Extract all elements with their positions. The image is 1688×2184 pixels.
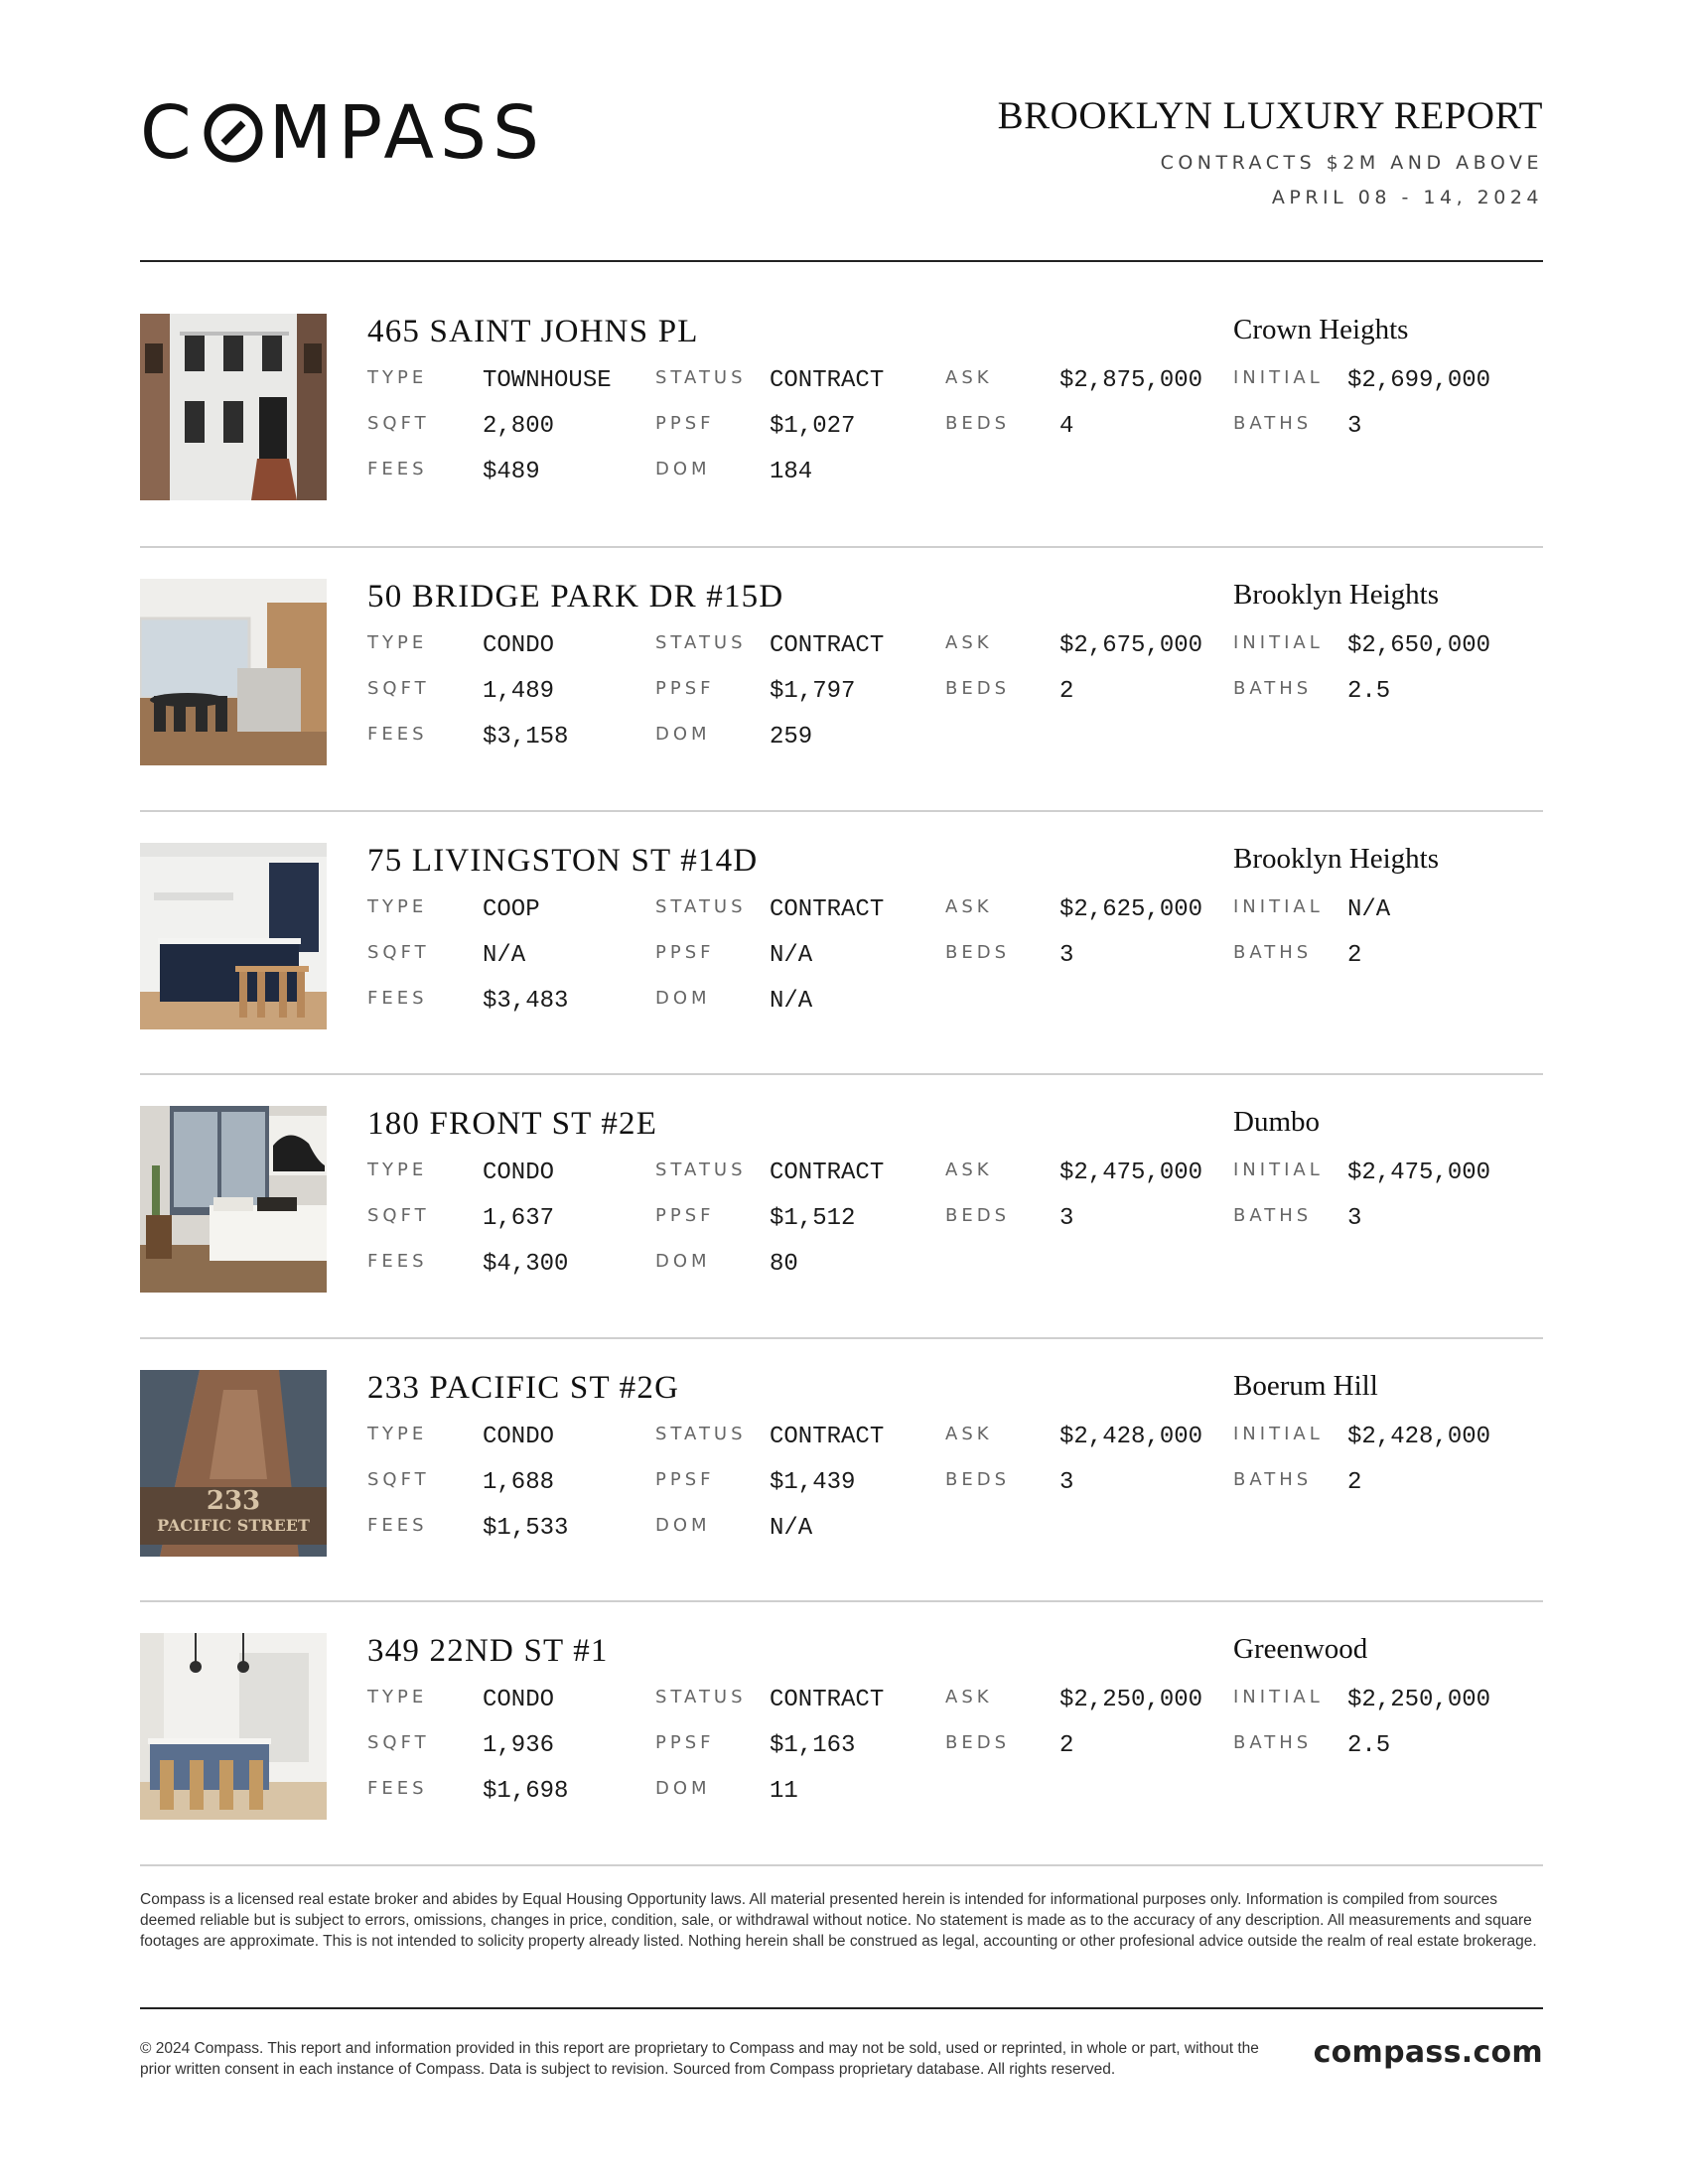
initial-label: INITIAL	[1233, 632, 1324, 653]
sqft-value: 1,936	[483, 1732, 555, 1759]
baths-value: 2.5	[1347, 1732, 1391, 1759]
baths-value: 2.5	[1347, 678, 1391, 705]
beds-value: 3	[1059, 1205, 1074, 1232]
status-label: STATUS	[655, 1424, 747, 1444]
status-label: STATUS	[655, 1160, 747, 1180]
listing-photo-dining-room	[140, 579, 327, 765]
beds-label: BEDS	[945, 1732, 1011, 1753]
initial-value: $2,475,000	[1347, 1160, 1491, 1186]
listing-address[interactable]: 349 22ND ST #1	[367, 1633, 609, 1669]
baths-label: BATHS	[1233, 1732, 1313, 1753]
initial-label: INITIAL	[1233, 1424, 1324, 1444]
ppsf-label: PPSF	[655, 1205, 715, 1226]
ask-label: ASK	[945, 1424, 993, 1444]
listing-card[interactable]	[140, 843, 1543, 1029]
sign-street: PACIFIC STREET	[157, 1516, 310, 1535]
fees-value: $1,698	[483, 1778, 569, 1805]
header-divider	[140, 260, 1543, 262]
ask-value: $2,250,000	[1059, 1687, 1203, 1713]
listing-divider	[140, 810, 1543, 812]
type-value: CONDO	[483, 1424, 555, 1450]
beds-label: BEDS	[945, 1469, 1011, 1490]
dom-label: DOM	[655, 988, 711, 1009]
beds-value: 4	[1059, 413, 1074, 440]
ask-label: ASK	[945, 1687, 993, 1707]
listing-neighborhood: Brooklyn Heights	[1233, 843, 1440, 875]
beds-label: BEDS	[945, 1205, 1011, 1226]
dom-value: 11	[770, 1778, 798, 1805]
type-value: COOP	[483, 896, 540, 923]
baths-value: 2	[1347, 1469, 1362, 1496]
ppsf-label: PPSF	[655, 1732, 715, 1753]
ask-value: $2,428,000	[1059, 1424, 1203, 1450]
compass-logo	[140, 90, 545, 176]
beds-label: BEDS	[945, 678, 1011, 699]
ppsf-value: $1,797	[770, 678, 856, 705]
sqft-value: 1,637	[483, 1205, 555, 1232]
type-label: TYPE	[367, 896, 428, 917]
sqft-label: SQFT	[367, 413, 430, 434]
listing-neighborhood: Greenwood	[1233, 1633, 1368, 1665]
initial-label: INITIAL	[1233, 367, 1324, 388]
listing-address[interactable]: 180 FRONT ST #2E	[367, 1106, 658, 1142]
dom-value: N/A	[770, 988, 813, 1015]
type-label: TYPE	[367, 632, 428, 653]
logo-letter-c: C	[140, 90, 198, 176]
status-label: STATUS	[655, 896, 747, 917]
ppsf-label: PPSF	[655, 413, 715, 434]
fees-label: FEES	[367, 1251, 428, 1272]
sqft-label: SQFT	[367, 1205, 430, 1226]
type-value: CONDO	[483, 632, 555, 659]
sqft-label: SQFT	[367, 1469, 430, 1490]
beds-value: 3	[1059, 942, 1074, 969]
baths-label: BATHS	[1233, 413, 1313, 434]
listing-divider	[140, 1864, 1543, 1866]
fees-label: FEES	[367, 459, 428, 479]
listing-divider	[140, 1073, 1543, 1075]
initial-label: INITIAL	[1233, 1687, 1324, 1707]
dom-label: DOM	[655, 459, 711, 479]
copyright-notice: © 2024 Compass. This report and information provided in this report are proprietary to Compass and may not be sold, used or reprinted, in whole or part, without the prior written consent in each instance of Compass. Data is subject to revision. Sourced from Compass proprietary database. All rights reserved.	[140, 2040, 1259, 2078]
fees-value: $1,533	[483, 1515, 569, 1542]
ppsf-value: $1,512	[770, 1205, 856, 1232]
beds-label: BEDS	[945, 413, 1011, 434]
beds-value: 3	[1059, 1469, 1074, 1496]
listing-neighborhood: Dumbo	[1233, 1106, 1320, 1138]
fees-label: FEES	[367, 988, 428, 1009]
type-label: TYPE	[367, 367, 428, 388]
footer-divider	[140, 2007, 1543, 2009]
listing-neighborhood: Crown Heights	[1233, 314, 1409, 345]
logo-letters-mpass: MPASS	[268, 90, 545, 176]
sqft-value: 1,688	[483, 1469, 555, 1496]
report-subtitle: CONTRACTS $2M AND ABOVE	[1160, 151, 1543, 174]
listing-card[interactable]	[140, 314, 1543, 500]
ppsf-value: $1,027	[770, 413, 856, 440]
compass-o-icon	[202, 101, 265, 165]
listing-divider	[140, 546, 1543, 548]
baths-value: 2	[1347, 942, 1362, 969]
initial-value: $2,428,000	[1347, 1424, 1491, 1450]
baths-label: BATHS	[1233, 942, 1313, 963]
report-title: BROOKLYN LUXURY REPORT	[997, 94, 1543, 137]
ask-value: $2,875,000	[1059, 367, 1203, 394]
status-value: CONTRACT	[770, 632, 885, 659]
initial-value: $2,650,000	[1347, 632, 1491, 659]
listing-card[interactable]	[140, 1370, 1543, 1557]
fees-label: FEES	[367, 724, 428, 745]
listing-photo-townhouse	[140, 314, 327, 500]
listing-photo-kitchen	[140, 843, 327, 1029]
baths-label: BATHS	[1233, 1205, 1313, 1226]
listing-address[interactable]: 233 PACIFIC ST #2G	[367, 1370, 680, 1406]
ask-value: $2,475,000	[1059, 1160, 1203, 1186]
sqft-label: SQFT	[367, 1732, 430, 1753]
compass-website-link[interactable]: compass.com	[1313, 2035, 1543, 2070]
sqft-label: SQFT	[367, 942, 430, 963]
sqft-label: SQFT	[367, 678, 430, 699]
type-value: TOWNHOUSE	[483, 367, 612, 394]
fees-value: $3,483	[483, 988, 569, 1015]
ppsf-value: $1,439	[770, 1469, 856, 1496]
listing-divider	[140, 1600, 1543, 1602]
sqft-value: N/A	[483, 942, 526, 969]
fees-value: $3,158	[483, 724, 569, 751]
listing-neighborhood: Boerum Hill	[1233, 1370, 1378, 1402]
listing-card[interactable]	[140, 579, 1543, 765]
ppsf-value: N/A	[770, 942, 813, 969]
ppsf-label: PPSF	[655, 678, 715, 699]
fees-value: $4,300	[483, 1251, 569, 1278]
ppsf-value: $1,163	[770, 1732, 856, 1759]
baths-value: 3	[1347, 413, 1362, 440]
ask-value: $2,675,000	[1059, 632, 1203, 659]
listing-address[interactable]: 465 SAINT JOHNS PL	[367, 314, 699, 349]
ppsf-label: PPSF	[655, 942, 715, 963]
dom-value: N/A	[770, 1515, 813, 1542]
status-value: CONTRACT	[770, 896, 885, 923]
initial-label: INITIAL	[1233, 1160, 1324, 1180]
dom-value: 80	[770, 1251, 798, 1278]
listing-photo-bedroom	[140, 1106, 327, 1293]
listing-address[interactable]: 75 LIVINGSTON ST #14D	[367, 843, 759, 879]
sign-number: 233	[206, 1486, 261, 1516]
initial-label: INITIAL	[1233, 896, 1324, 917]
dom-label: DOM	[655, 1251, 711, 1272]
listing-photo-building-sign	[140, 1370, 327, 1557]
beds-value: 2	[1059, 1732, 1074, 1759]
initial-value: $2,699,000	[1347, 367, 1491, 394]
fees-value: $489	[483, 459, 540, 485]
listing-divider	[140, 1337, 1543, 1339]
type-label: TYPE	[367, 1687, 428, 1707]
ask-label: ASK	[945, 1160, 993, 1180]
fees-label: FEES	[367, 1515, 428, 1536]
ppsf-label: PPSF	[655, 1469, 715, 1490]
type-value: CONDO	[483, 1160, 555, 1186]
type-label: TYPE	[367, 1424, 428, 1444]
baths-label: BATHS	[1233, 1469, 1313, 1490]
dom-label: DOM	[655, 1515, 711, 1536]
initial-value: $2,250,000	[1347, 1687, 1491, 1713]
sqft-value: 2,800	[483, 413, 555, 440]
listing-address[interactable]: 50 BRIDGE PARK DR #15D	[367, 579, 784, 614]
baths-value: 3	[1347, 1205, 1362, 1232]
status-value: CONTRACT	[770, 367, 885, 394]
ask-label: ASK	[945, 632, 993, 653]
dom-value: 259	[770, 724, 813, 751]
report-date-range: APRIL 08 - 14, 2024	[1271, 186, 1543, 208]
ask-value: $2,625,000	[1059, 896, 1203, 923]
beds-value: 2	[1059, 678, 1074, 705]
listing-card[interactable]	[140, 1633, 1543, 1820]
type-label: TYPE	[367, 1160, 428, 1180]
status-label: STATUS	[655, 632, 747, 653]
beds-label: BEDS	[945, 942, 1011, 963]
sqft-value: 1,489	[483, 678, 555, 705]
ask-label: ASK	[945, 367, 993, 388]
legal-disclaimer: Compass is a licensed real estate broker and abides by Equal Housing Opportunity laws. All material presented herein is intended for informational purposes only. Information is compiled from sources deemed reliable but is subject to errors, omissions, changes in price, condition, sale, or withdrawal without notice. No statement is made as to the accuracy of any description. All measurements and square footages are approximate. This is not intended to solicity property already listed. Nothing herein shall be construed as legal, accounting or other profesional advice outside the realm of real estate brokerage.	[140, 1891, 1537, 1950]
initial-value: N/A	[1347, 896, 1391, 923]
listing-photo-kitchen-island	[140, 1633, 327, 1820]
status-value: CONTRACT	[770, 1687, 885, 1713]
type-value: CONDO	[483, 1687, 555, 1713]
listing-card[interactable]	[140, 1106, 1543, 1293]
ask-label: ASK	[945, 896, 993, 917]
fees-label: FEES	[367, 1778, 428, 1799]
dom-label: DOM	[655, 1778, 711, 1799]
status-value: CONTRACT	[770, 1424, 885, 1450]
dom-value: 184	[770, 459, 813, 485]
dom-label: DOM	[655, 724, 711, 745]
report-header	[998, 95, 1543, 208]
status-label: STATUS	[655, 1687, 747, 1707]
status-value: CONTRACT	[770, 1160, 885, 1186]
status-label: STATUS	[655, 367, 747, 388]
baths-label: BATHS	[1233, 678, 1313, 699]
listing-neighborhood: Brooklyn Heights	[1233, 579, 1440, 611]
